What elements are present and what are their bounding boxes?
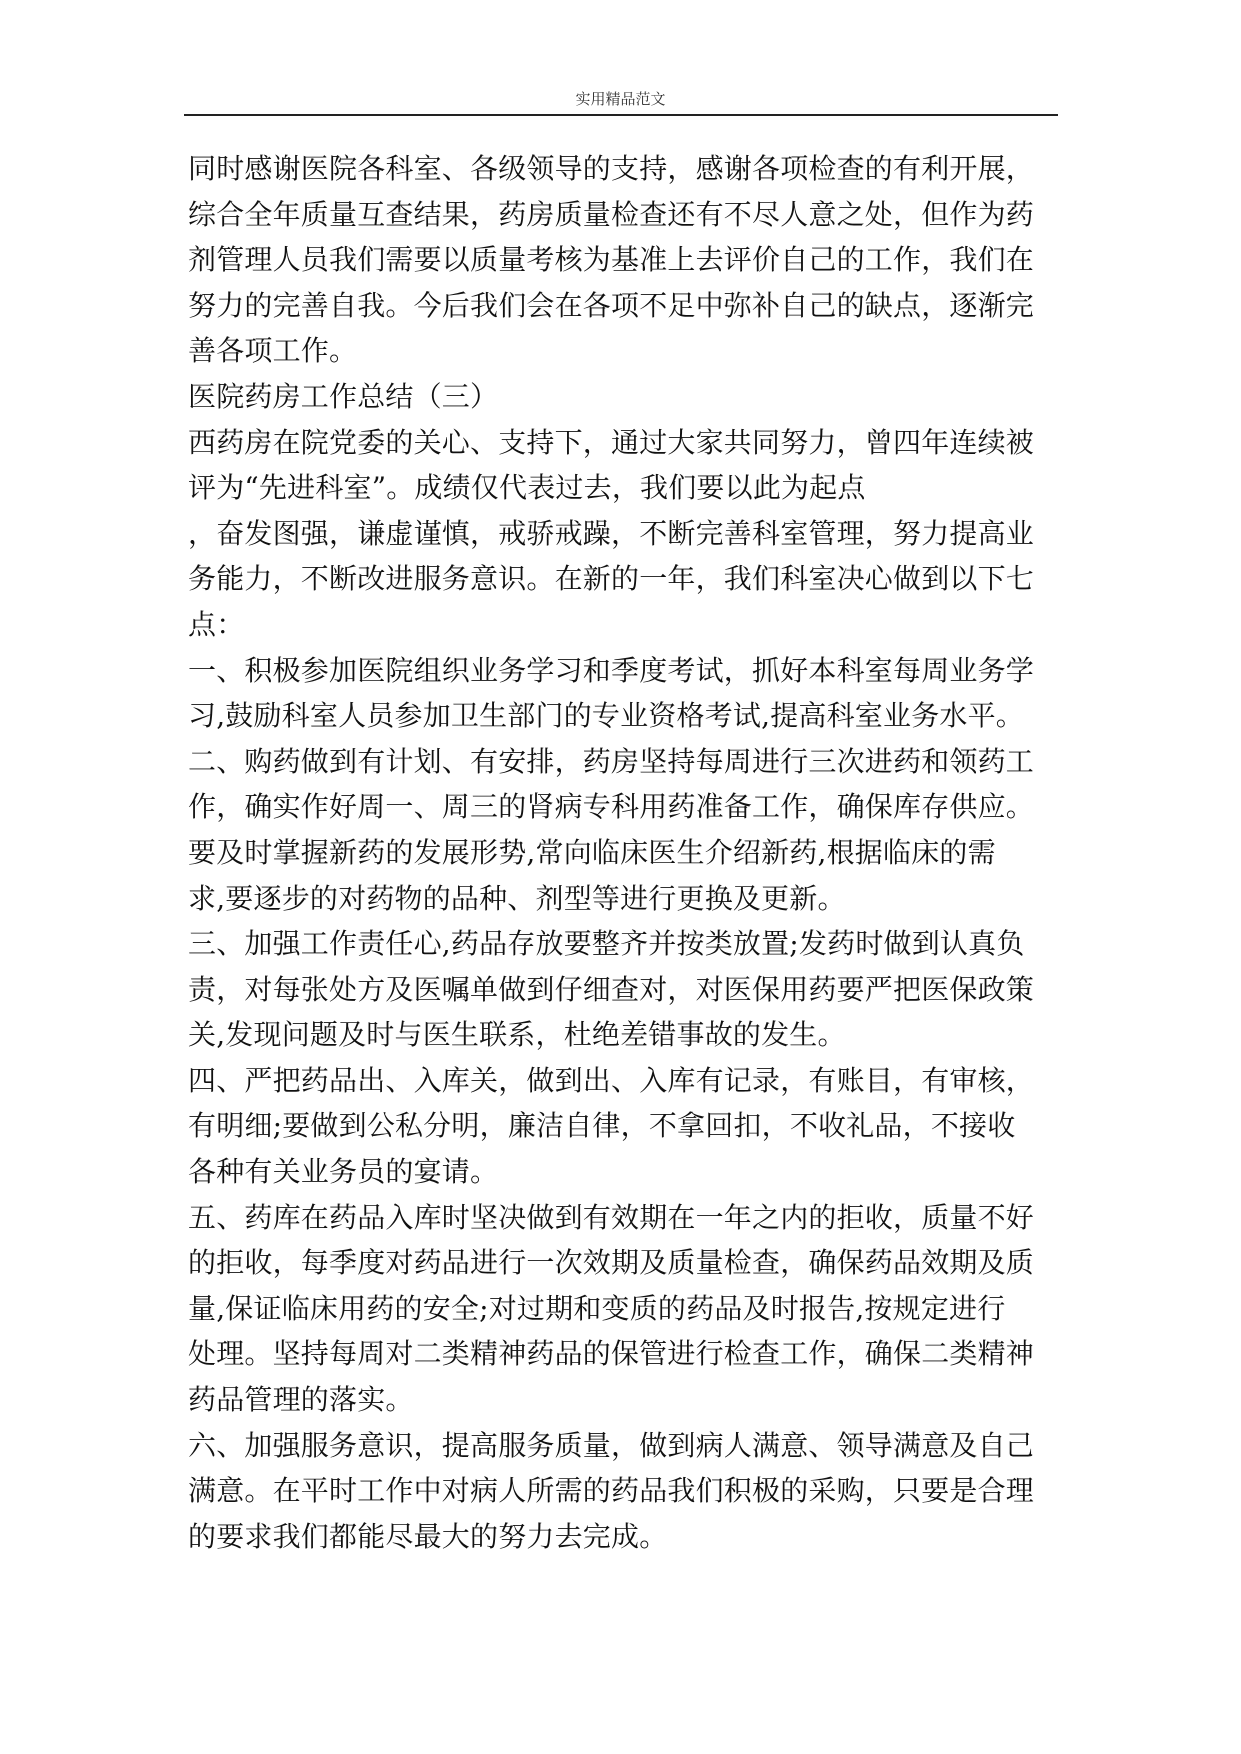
text-line: 二、购药做到有计划、有安排，药房坚持每周进行三次进药和领药工 bbox=[188, 744, 1035, 778]
text-line: 五、药库在药品入库时坚决做到有效期在一年之内的拒收，质量不好 bbox=[188, 1200, 1035, 1234]
text-line: 点： bbox=[188, 607, 245, 641]
text-line: 的拒收，每季度对药品进行一次效期及质量检查，确保药品效期及质 bbox=[188, 1246, 1035, 1280]
text-line: 习,鼓励科室人员参加卫生部门的专业资格考试,提高科室业务水平。 bbox=[188, 699, 1025, 733]
text-line: 评为“先进科室”。成绩仅代表过去，我们要以此为起点 bbox=[188, 471, 866, 505]
text-line: 处理。坚持每周对二类精神药品的保管进行检查工作，确保二类精神 bbox=[188, 1337, 1035, 1371]
text-line: 剂管理人员我们需要以质量考核为基准上去评价自己的工作，我们在 bbox=[188, 243, 1035, 277]
text-line: 六、加强服务意识，提高服务质量，做到病人满意、领导满意及自己 bbox=[188, 1428, 1035, 1462]
text-line: 各种有关业务员的宴请。 bbox=[188, 1155, 499, 1189]
text-line: 三、加强工作责任心,药品存放要整齐并按类放置;发药时做到认真负 bbox=[188, 927, 1025, 961]
text-line: 量,保证临床用药的安全;对过期和变质的药品及时报告,按规定进行 bbox=[188, 1291, 1006, 1325]
document-body bbox=[188, 146, 1068, 1559]
text-line: 努力的完善自我。今后我们会在各项不足中弥补自己的缺点，逐渐完 bbox=[188, 288, 1035, 322]
text-line: 四、严把药品出、入库关，做到出、入库有记录，有账目，有审核， bbox=[188, 1063, 1035, 1097]
text-line: ，奋发图强，谦虚谨慎，戒骄戒躁，不断完善科室管理，努力提高业 bbox=[188, 516, 1035, 550]
text-line: 同时感谢医院各科室、各级领导的支持，感谢各项检查的有利开展， bbox=[188, 152, 1035, 185]
text-line: 有明细;要做到公私分明，廉洁自律，不拿回扣，不收礼品，不接收 bbox=[188, 1109, 1016, 1143]
text-line: 一、积极参加医院组织业务学习和季度考试，抓好本科室每周业务学 bbox=[188, 653, 1035, 687]
text-line: 务能力，不断改进服务意识。在新的一年，我们科室决心做到以下七 bbox=[188, 562, 1035, 596]
text-line: 责，对每张处方及医嘱单做到仔细查对，对医保用药要严把医保政策 bbox=[188, 972, 1035, 1006]
header-divider bbox=[184, 114, 1058, 116]
text-line: 求,要逐步的对药物的品种、剂型等进行更换及更新。 bbox=[188, 881, 846, 915]
text-line: 关,发现问题及时与医生联系，杜绝差错事故的发生。 bbox=[188, 1018, 846, 1052]
text-line: 作，确实作好周一、周三的肾病专科用药准备工作，确保库存供应。 bbox=[188, 790, 1035, 824]
text-line: 善各项工作。 bbox=[188, 334, 358, 368]
text-line: 综合全年质量互查结果，药房质量检查还有不尽人意之处，但作为药 bbox=[188, 197, 1035, 231]
text-line: 药品管理的落实。 bbox=[188, 1383, 414, 1417]
text-line: 的要求我们都能尽最大的努力去完成。 bbox=[188, 1519, 668, 1553]
text-line: 满意。在平时工作中对病人所需的药品我们积极的采购，只要是合理 bbox=[188, 1474, 1035, 1508]
text-line: 西药房在院党委的关心、支持下，通过大家共同努力，曾四年连续被 bbox=[188, 425, 1035, 459]
text-line: 要及时掌握新药的发展形势,常向临床医生介绍新药,根据临床的需 bbox=[188, 835, 996, 869]
section-heading: 医院药房工作总结（三） bbox=[188, 379, 499, 413]
page-header-title: 实用精品范文 bbox=[575, 90, 666, 108]
